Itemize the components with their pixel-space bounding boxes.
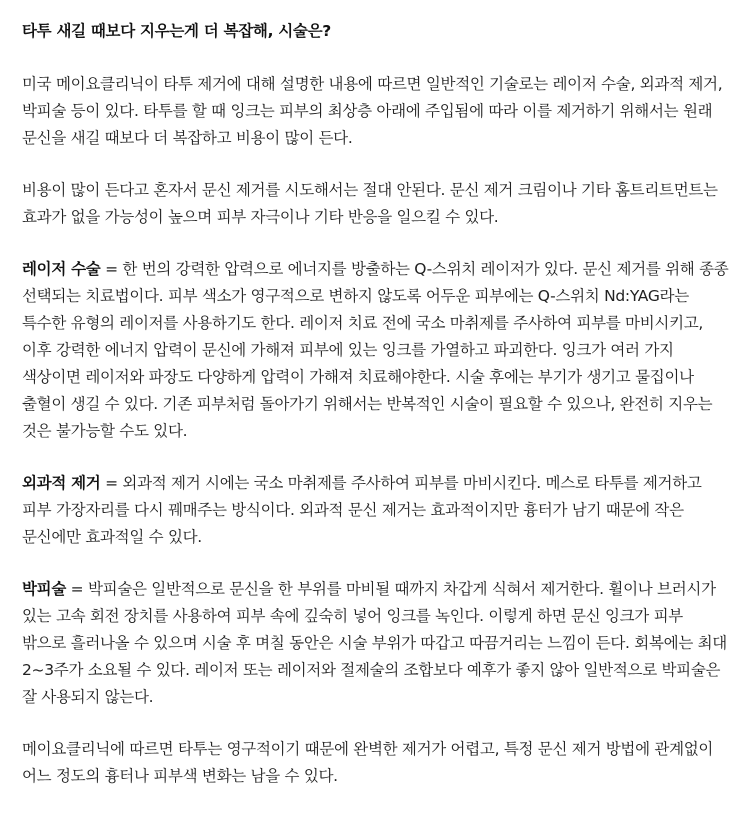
conclusion-paragraph: 메이요클리닉에 따르면 타투는 영구적이기 때문에 완벽한 제거가 어렵고, 특정 문신 제거 방법에 관계없이 어느 정도의 흉터나 피부색 변화는 남을 수 있다. [22,740,714,785]
intro-paragraph-1: 미국 메이요클리닉이 타투 제거에 대해 설명한 내용에 따르면 일반적인 기술로는 레이저 수술, 외과적 제거, 박피술 등이 있다. 타투를 할 때 잉크는 피부의 최상층 아래에 주입됨에 따라 이를 제거하기 위해서는 원래 문신을 새길 때보다 더 복잡하고 비용이 많이 든다. [22,75,723,147]
section-body-dermabrasion: = 박피술은 일반적으로 문신을 한 부위를 마비될 때까지 차갑게 식혀서 제거한다. 휠이나 브러시가 있는 고속 회전 장치를 사용하여 피부 속에 깊숙히 넣어 잉크를 녹인다. 이렇게 하면 문신 잉크가 피부 밖으로 흘러나올 수 있으며 시술 후 며칠 동안은 시술 부위가 따갑고 따끔거리는 느낌이 든다. 회복에는 최대 2~3주가 소요될 수 있다. 레이저 또는 레이저와 절제술의 조합보다 예후가 좋지 않아 일반적으로 박피술은 잘 사용되지 않는다. [22,580,727,706]
article-headline: 타투 새길 때보다 지우는게 더 복잡해, 시술은? [22,22,331,40]
section-body-laser: = 한 번의 강력한 압력으로 에너지를 방출하는 Q-스위치 레이저가 있다. 문신 제거를 위해 종종 선택되는 치료법이다. 피부 색소가 영구적으로 변하지 않도록 어두운 피부에는 Q-스위치 Nd:YAG라는 특수한 유형의 레이저를 사용하기도 한다. 레이저 치료 전에 국소 마취제를 주사하여 피부를 마비시키고, 이후 강력한 에너지 압력이 문신에 가해져 피부에 있는 잉크를 가열하고 파괴한다. 잉크가 여러 가지 색상이면 레이저와 파장도 다양하게 압력이 가해져 치료해야한다. 시술 후에는 부기가 생기고 물집이나 출혈이 생길 수 있다. 기존 피부처럼 돌아가기 위해서는 반복적인 시술이 필요할 수 있으나, 완전히 지우는 것은 불가능할 수도 있다. [22,260,729,440]
section-body-surgical: = 외과적 제거 시에는 국소 마취제를 주사하여 피부를 마비시킨다. 메스로 타투를 제거하고 피부 가장자리를 다시 꿰매주는 방식이다. 외과적 문신 제거는 효과적이지만 흉터가 남기 때문에 작은 문신에만 효과적일 수 있다. [22,474,702,546]
article-body [0,18,739,790]
section-term-dermabrasion: 박피술 [22,580,67,598]
section-dermabrasion [22,576,729,711]
section-laser-surgery [22,256,729,445]
section-surgical-removal [22,470,729,551]
section-term-laser: 레이저 수술 [22,260,101,278]
intro-paragraph-2: 비용이 많이 든다고 혼자서 문신 제거를 시도해서는 절대 안된다. 문신 제거 크림이나 기타 홈트리트먼트는 효과가 없을 가능성이 높으며 피부 자극이나 기타 반응을 일으킬 수 있다. [22,181,718,226]
section-term-surgical: 외과적 제거 [22,474,101,492]
